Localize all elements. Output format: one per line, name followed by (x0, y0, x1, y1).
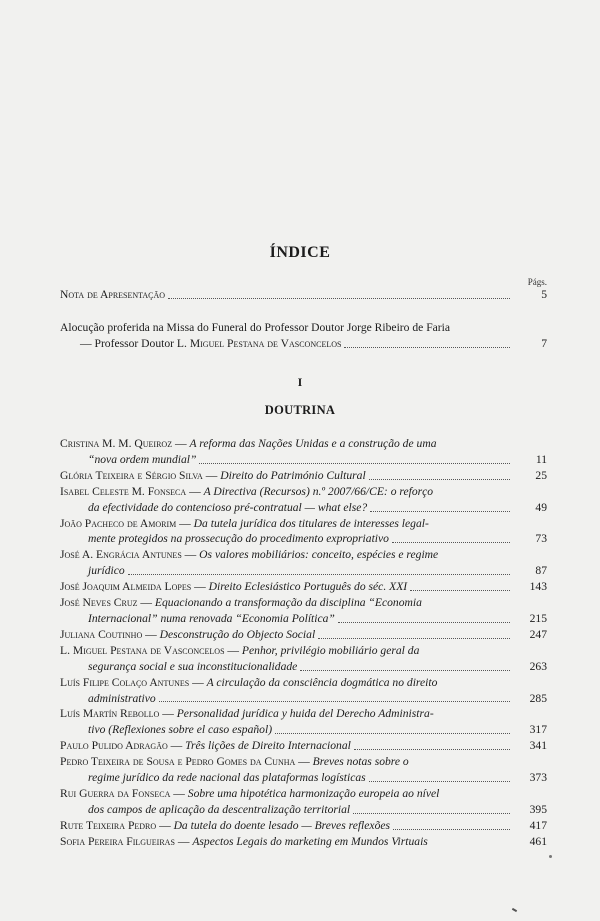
dot-leader (392, 542, 510, 543)
toc-entry-title: Três lições de Direito Internacional (185, 739, 351, 753)
toc-entry-author: Cristina M. M. Queiroz (60, 437, 173, 450)
toc-list (60, 436, 547, 850)
toc-entry-title-continued: jurídico (88, 564, 125, 578)
toc-page-number: 87 (535, 564, 547, 578)
toc-entry-title: Direito Eclesiástico Português do séc. XXI (208, 580, 408, 594)
toc-page-number: 7 (541, 337, 547, 350)
section-title: DOUTRINA (264, 403, 336, 417)
toc-entry-title-continued: dos campos de aplicação da descentralização territorial (88, 802, 351, 816)
toc-entry[interactable]: José A. Engrácia Antunes — Os valores mobiliários: conceito, espécies e regime jurídico 87 (60, 548, 547, 578)
toc-entry-title-continued: “nova ordem mundial” (88, 452, 197, 466)
toc-page-number: 417 (529, 818, 547, 832)
dot-leader (410, 590, 510, 591)
toc-entry-title-continued: administrativo (88, 691, 156, 705)
toc-entry-nota[interactable] (60, 287, 547, 303)
dot-leader (338, 622, 510, 623)
toc-entry-title-continued: Internacional” numa renovada “Economia Política” (88, 611, 335, 625)
toc-page-number: 263 (529, 659, 547, 673)
toc-page-number: 11 (535, 452, 547, 466)
toc-entry[interactable]: José Neves Cruz — Equacionando a transformação da disciplina “Economia Internacional” numa renovada “Economia Política” 215 (60, 596, 547, 625)
toc-entry[interactable]: Juliana Coutinho — Desconstrução do Objecto Social 247 (60, 627, 547, 641)
toc-page-number: 395 (529, 802, 547, 816)
toc-entry[interactable]: Rute Teixeira Pedro — Da tutela do doente lesado — Breves reflexões 417 (60, 818, 547, 832)
toc-entry-title: Da tutela jurídica dos titulares de interesses legal- (193, 516, 429, 530)
dot-leader (159, 701, 510, 702)
dot-leader (168, 298, 510, 299)
dot-leader (369, 781, 510, 782)
toc-entry-prefix: — Professor Doutor L. (80, 337, 190, 350)
toc-entry-title: A reforma das Nações Unidas e a construção de uma (189, 437, 437, 450)
dot-leader (393, 829, 510, 830)
toc-entry-title: Aspectos Legais do marketing em Mundos Virtuais (192, 834, 428, 848)
toc-page-number: 285 (529, 691, 547, 705)
toc-entry-title: A Directiva (Recursos) n.º 2007/66/CE: o reforço (203, 484, 434, 498)
toc-entry-title: Desconstrução do Objecto Social (159, 627, 316, 641)
toc-entry-author: João Pacheco de Amorim (60, 516, 177, 530)
dot-leader (369, 479, 510, 480)
toc-entry-title-continued: da efectividade do contencioso pré-contratual — what else? (88, 500, 368, 514)
toc-page-number: 25 (535, 468, 547, 482)
dot-leader (275, 733, 510, 734)
toc-page-number: 317 (529, 723, 547, 737)
toc-entry-author: Rute Teixeira Pedro (60, 818, 157, 832)
toc-entry[interactable]: Pedro Teixeira de Sousa e Pedro Gomes da Cunha — Breves notas sobre o regime jurídico da rede nacional das plataformas logísticas 373 (60, 755, 547, 785)
toc-page-number: 461 (529, 834, 547, 848)
dot-leader (370, 511, 510, 512)
toc-entry[interactable]: Luís Martín Rebollo — Personalidad jurídica y huida del Derecho Administra- tivo (Reflexiones sobre el caso español) 317 (60, 707, 547, 737)
toc-entry-author: Luís Martín Rebollo (60, 707, 160, 721)
toc-entry-text: Nota de Apresentação (60, 288, 166, 301)
toc-entry[interactable]: Luís Filipe Colaço Antunes — A circulação da consciência dogmática no direito administrativo 285 (60, 675, 547, 705)
toc-entry-author: José Joaquim Almeida Lopes (60, 580, 192, 594)
toc-entry-title: A circulação da consciência dogmática no direito (206, 675, 438, 689)
toc-page-number: 143 (529, 580, 547, 594)
toc-entry-author: Sofia Pereira Filgueiras (60, 834, 175, 848)
dot-leader (128, 574, 510, 575)
toc-entry-title: Os valores mobiliários: conceito, espécies e regime (199, 548, 439, 562)
section-number: I (297, 375, 303, 389)
toc-entry-author: Glória Teixeira e Sérgio Silva (60, 468, 203, 482)
toc-entry-author: Rui Guerra da Fonseca (60, 786, 171, 800)
toc-page-number: 73 (535, 532, 547, 546)
toc-entry-title: Da tutela do doente lesado — Breves reflexões (173, 818, 391, 832)
toc-entry-title: Sobre uma hipotética harmonização europeia ao nível (187, 786, 440, 800)
toc-entry[interactable]: Paulo Pulido Adragão — Três lições de Direito Internacional 341 (60, 739, 547, 753)
toc-entry-title-continued: tivo (Reflexiones sobre el caso español) (88, 723, 273, 737)
toc-entry[interactable]: Cristina M. M. Queiroz — A reforma das Nações Unidas e a construção de uma “nova ordem mundial” 11 (60, 437, 547, 466)
toc-entry-title-continued: segurança social e sua inconstitucionalidade (88, 659, 298, 673)
toc-entry-author: Miguel Pestana de Vasconcelos (189, 337, 342, 350)
toc-entry-author: L. Miguel Pestana de Vasconcelos (60, 643, 225, 657)
dot-leader (354, 749, 510, 750)
toc-page-number: 247 (529, 627, 547, 641)
toc-entry-title: Direito do Património Cultural (220, 468, 366, 482)
scan-speck (549, 855, 552, 858)
toc-page-number: 341 (529, 739, 547, 753)
page-title: ÍNDICE (269, 244, 331, 261)
toc-entry[interactable]: Glória Teixeira e Sérgio Silva — Direito do Património Cultural 25 (60, 468, 547, 482)
toc-entry[interactable]: João Pacheco de Amorim — Da tutela jurídica dos titulares de interesses legal- mente protegidos na prossecução do procedimento expropriativo 73 (60, 516, 547, 546)
pages-column-label: Págs. (527, 277, 547, 287)
toc-entry-author: Luís Filipe Colaço Antunes (60, 675, 190, 689)
dot-leader (300, 670, 510, 671)
toc-entry[interactable]: Sofia Pereira Filgueiras — Aspectos Legais do marketing em Mundos Virtuais 461 (60, 834, 547, 848)
toc-entry-author: Isabel Celeste M. Fonseca (60, 484, 187, 498)
toc-page-number: 5 (541, 288, 547, 301)
toc-entry[interactable]: Isabel Celeste M. Fonseca — A Directiva (Recursos) n.º 2007/66/CE: o reforço da efectividade do contencioso pré-contratual — what else? 49 (60, 484, 547, 514)
toc-entry-author: José Neves Cruz (60, 596, 138, 610)
toc-entry[interactable]: L. Miguel Pestana de Vasconcelos — Penhor, privilégio mobiliário geral da segurança social e sua inconstitucionalidade 263 (60, 643, 547, 673)
scan-speck (512, 908, 517, 912)
dot-leader (344, 347, 510, 348)
dot-leader (199, 463, 510, 464)
toc-page-number: 215 (529, 611, 547, 625)
toc-entry-author: Pedro Teixeira de Sousa e Pedro Gomes da Cunha (60, 755, 296, 769)
dot-leader (353, 813, 510, 814)
toc-entry-author: José A. Engrácia Antunes (60, 548, 182, 562)
dot-leader (318, 638, 510, 639)
toc-entry-title-continued: mente protegidos na prossecução do procedimento expropriativo (88, 532, 389, 546)
toc-page-number: 49 (535, 500, 547, 514)
toc-entry-text: Alocução proferida na Missa do Funeral do Professor Doutor Jorge Ribeiro de Faria (60, 321, 451, 334)
toc-entry[interactable]: José Joaquim Almeida Lopes — Direito Eclesiástico Português do séc. XXI 143 (60, 580, 547, 594)
toc-entry-author: Paulo Pulido Adragão (60, 739, 168, 753)
toc-entry-title: Personalidad jurídica y huida del Derecho Administra- (176, 707, 434, 721)
toc-entry-title: Breves notas sobre o (312, 755, 409, 769)
toc-entry-title-continued: regime jurídico da rede nacional das plataformas logísticas (88, 771, 366, 785)
toc-entry-title: Penhor, privilégio mobiliário geral da (241, 643, 420, 657)
toc-entry-author: Juliana Coutinho (60, 627, 143, 641)
toc-entry-title: Equacionando a transformação da disciplina “Economia (154, 596, 422, 610)
toc-entry-alocucao[interactable] (60, 320, 547, 352)
toc-entry[interactable]: Rui Guerra da Fonseca — Sobre uma hipotética harmonização europeia ao nível dos campos de aplicação da descentralização territorial 395 (60, 786, 547, 816)
toc-page-number: 373 (529, 771, 547, 785)
